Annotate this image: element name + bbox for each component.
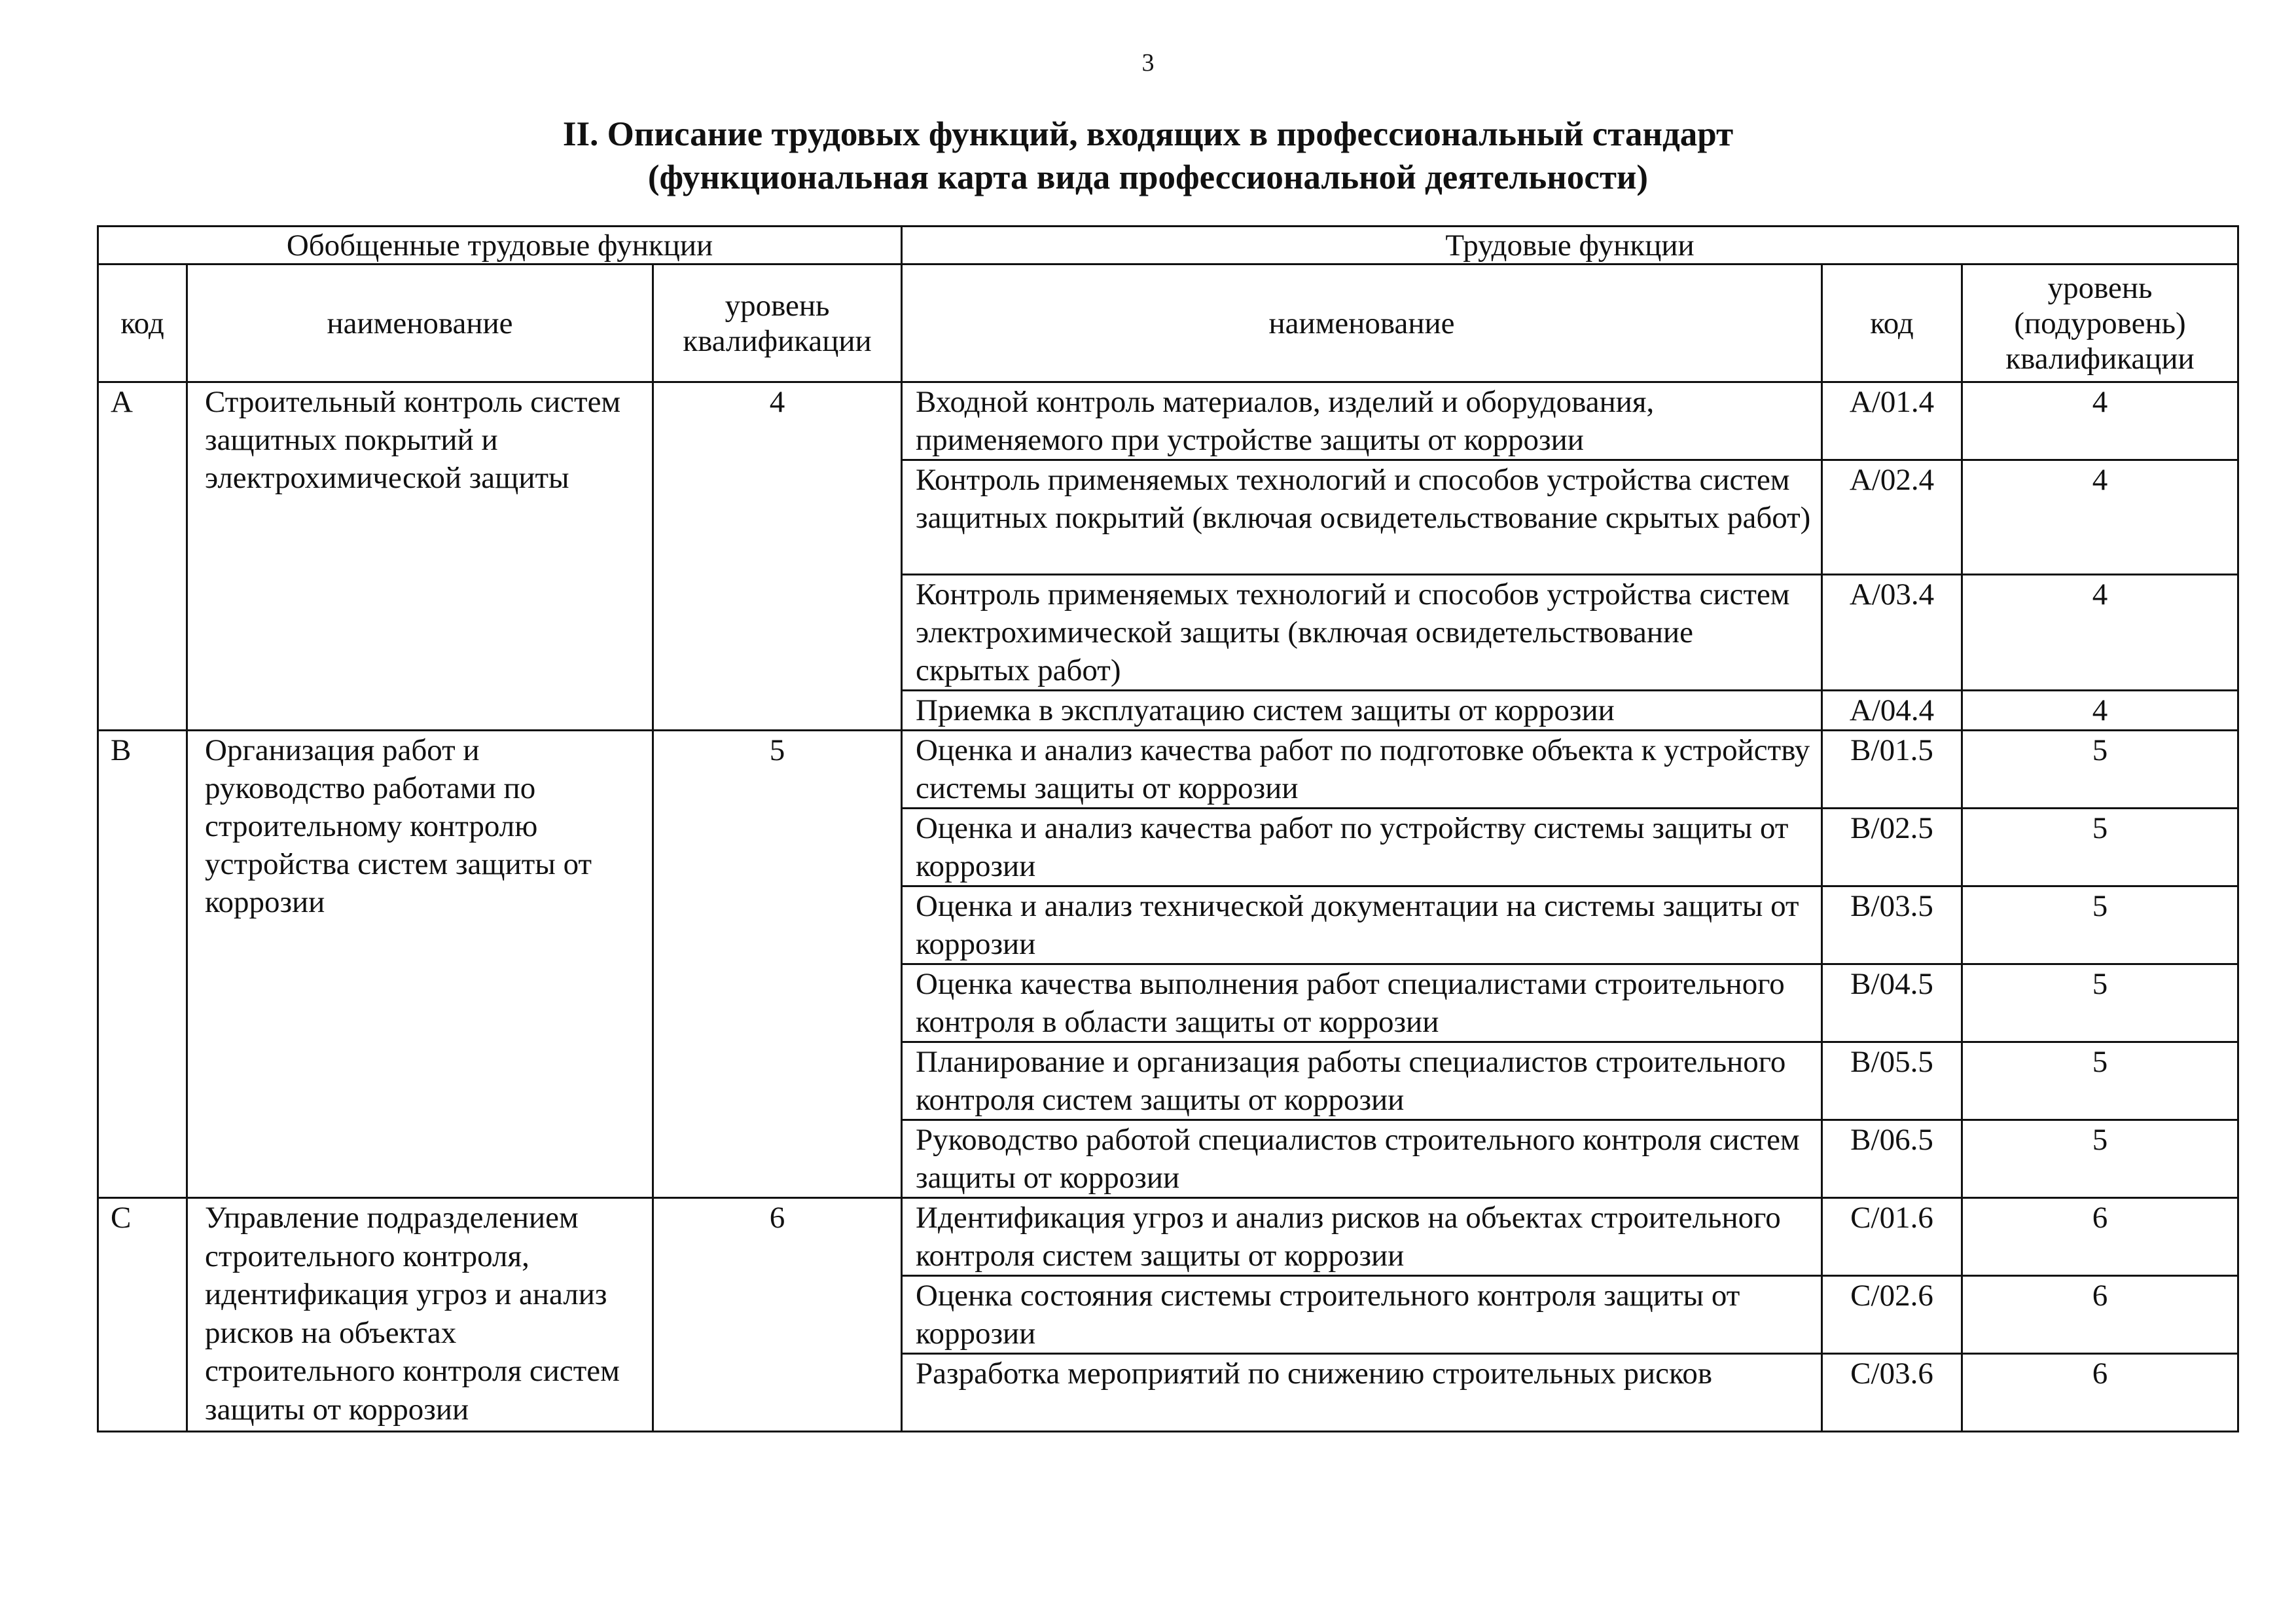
function-name: Оценка качества выполнения работ специалистами строительного контроля в области защиты от коррозии bbox=[902, 964, 1822, 1042]
function-code: A/04.4 bbox=[1822, 691, 1962, 731]
function-code: A/03.4 bbox=[1822, 575, 1962, 691]
function-code: B/04.5 bbox=[1822, 964, 1962, 1042]
table-row bbox=[98, 1198, 2238, 1276]
table-row bbox=[98, 731, 2238, 809]
function-name: Разработка мероприятий по снижению строительных рисков bbox=[902, 1354, 1822, 1432]
function-level: 6 bbox=[1962, 1198, 2238, 1276]
section-title-line-1: II. Описание трудовых функций, входящих в профессиональный стандарт bbox=[562, 115, 1734, 153]
page-number: 3 bbox=[1141, 49, 1155, 77]
function-level: 5 bbox=[1962, 1042, 2238, 1120]
group-level: 4 bbox=[653, 382, 902, 731]
function-level: 5 bbox=[1962, 1120, 2238, 1198]
function-level: 5 bbox=[1962, 809, 2238, 886]
group-level: 5 bbox=[653, 731, 902, 1198]
group-code: B bbox=[98, 731, 187, 1198]
function-code: A/02.4 bbox=[1822, 460, 1962, 575]
function-level: 4 bbox=[1962, 691, 2238, 731]
function-level: 5 bbox=[1962, 964, 2238, 1042]
header-gen-name: наименование bbox=[187, 264, 653, 382]
table-row bbox=[98, 382, 2238, 460]
function-level: 6 bbox=[1962, 1276, 2238, 1354]
header-generalized-functions: Обобщенные трудовые функции bbox=[98, 227, 902, 264]
function-name: Контроль применяемых технологий и способов устройства систем электрохимической защиты (включая освидетельствование скрытых работ) bbox=[902, 575, 1822, 691]
function-level: 5 bbox=[1962, 731, 2238, 809]
function-code: B/01.5 bbox=[1822, 731, 1962, 809]
function-name: Оценка и анализ качества работ по подготовке объекта к устройству системы защиты от коррозии bbox=[902, 731, 1822, 809]
group-level: 6 bbox=[653, 1198, 902, 1432]
group-code: C bbox=[98, 1198, 187, 1432]
header-func-name: наименование bbox=[902, 264, 1822, 382]
function-code: B/06.5 bbox=[1822, 1120, 1962, 1198]
function-level: 5 bbox=[1962, 886, 2238, 964]
header-gen-level: уровень квалификации bbox=[653, 264, 902, 382]
group-name: Организация работ и руководство работами по строительному контролю устройства систем защиты от коррозии bbox=[187, 731, 653, 1198]
group-name: Управление подразделением строительного контроля, идентификация угроз и анализ рисков на объектах строительного контроля систем защиты от коррозии bbox=[187, 1198, 653, 1432]
group-name: Строительный контроль систем защитных покрытий и электрохимической защиты bbox=[187, 382, 653, 731]
function-name: Планирование и организация работы специалистов строительного контроля систем защиты от коррозии bbox=[902, 1042, 1822, 1120]
function-code: B/05.5 bbox=[1822, 1042, 1962, 1120]
function-code: C/01.6 bbox=[1822, 1198, 1962, 1276]
function-name: Руководство работой специалистов строительного контроля систем защиты от коррозии bbox=[902, 1120, 1822, 1198]
section-title bbox=[0, 113, 2296, 199]
function-code: C/02.6 bbox=[1822, 1276, 1962, 1354]
function-name: Приемка в эксплуатацию систем защиты от коррозии bbox=[902, 691, 1822, 731]
section-title-line-2: (функциональная карта вида профессиональной деятельности) bbox=[647, 158, 1649, 196]
function-code: B/03.5 bbox=[1822, 886, 1962, 964]
function-code: A/01.4 bbox=[1822, 382, 1962, 460]
function-code: B/02.5 bbox=[1822, 809, 1962, 886]
functional-map-table bbox=[97, 225, 2239, 1432]
header-gen-code: код bbox=[98, 264, 187, 382]
function-level: 6 bbox=[1962, 1354, 2238, 1432]
function-code: C/03.6 bbox=[1822, 1354, 1962, 1432]
function-level: 4 bbox=[1962, 382, 2238, 460]
header-func-code: код bbox=[1822, 264, 1962, 382]
group-code: A bbox=[98, 382, 187, 731]
function-name: Оценка состояния системы строительного контроля защиты от коррозии bbox=[902, 1276, 1822, 1354]
function-name: Входной контроль материалов, изделий и оборудования, применяемого при устройстве защиты от коррозии bbox=[902, 382, 1822, 460]
function-level: 4 bbox=[1962, 575, 2238, 691]
function-name: Контроль применяемых технологий и способов устройства систем защитных покрытий (включая освидетельствование скрытых работ) bbox=[902, 460, 1822, 575]
function-name: Идентификация угроз и анализ рисков на объектах строительного контроля систем защиты от коррозии bbox=[902, 1198, 1822, 1276]
header-func-level: уровень (подуровень) квалификации bbox=[1962, 264, 2238, 382]
function-level: 4 bbox=[1962, 460, 2238, 575]
function-name: Оценка и анализ технической документации на системы защиты от коррозии bbox=[902, 886, 1822, 964]
header-labor-functions: Трудовые функции bbox=[902, 227, 2238, 264]
function-name: Оценка и анализ качества работ по устройству системы защиты от коррозии bbox=[902, 809, 1822, 886]
